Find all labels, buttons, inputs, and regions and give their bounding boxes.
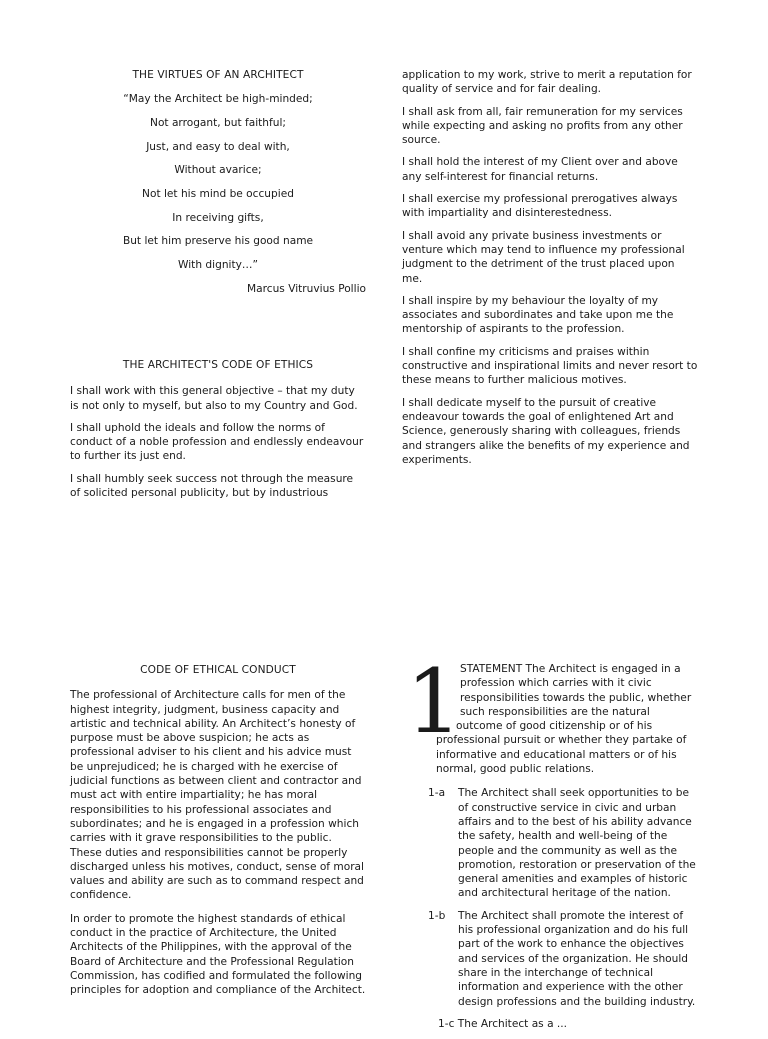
item-number: 1-a <box>428 787 446 800</box>
ethics-paragraph: I shall uphold the ideals and follow the norms of conduct of a noble profession and endlessly endeavour to further its just end. <box>70 421 364 463</box>
code-of-ethics-continued <box>402 68 698 475</box>
ethics-paragraph: I shall work with this general objective – that my duty is not only to myself, but also to my Country and God. <box>70 385 358 412</box>
ethical-conduct-section <box>70 663 366 1006</box>
statement-line: professional pursuit or whether they partake of <box>436 734 687 747</box>
ethics-paragraph: I shall dedicate myself to the pursuit of creative endeavour towards the goal of enlightened Art and Science, generously sharing with colleagues, friends and strangers alike the benefits of my experience and experiments. <box>402 396 690 466</box>
code-of-ethics-title: THE ARCHITECT'S CODE OF ETHICS <box>122 359 314 371</box>
statement-line: profession which carries with it civic <box>460 677 652 690</box>
statement-line: outcome of good citizenship or of his <box>456 720 653 733</box>
virtues-section <box>70 68 366 296</box>
item-text: The Architect shall promote the interest of his professional organization and do his full part of the work to enhance the objectives and services of the organization. He should share in the interchange of technical information and experience with the other design professions and the building industry. <box>458 909 696 1008</box>
ethics-paragraph: application to my work, strive to merit a reputation for quality of service and for fair dealing. <box>402 69 692 96</box>
statement-line: responsibilities towards the public, whether <box>460 691 692 704</box>
poem-line: In receiving gifts, <box>172 211 264 224</box>
code-of-ethics-section <box>70 358 366 508</box>
statement-item <box>428 909 696 1009</box>
statement-line: informative and educational matters or of his <box>436 748 677 761</box>
poem-line: With dignity…” <box>178 259 258 272</box>
ethics-paragraph: I shall ask from all, fair remuneration for my services while expecting and asking no profits from any other source. <box>402 105 683 147</box>
virtues-title: THE VIRTUES OF AN ARCHITECT <box>132 69 304 81</box>
ethics-paragraph: I shall exercise my professional prerogatives always with impartiality and disinterestedness. <box>402 193 678 220</box>
poem-line: Without avarice; <box>174 164 262 177</box>
drop-cap: 1 <box>406 650 462 753</box>
poem-line: Just, and easy to deal with, <box>146 140 290 153</box>
conduct-paragraph: In order to promote the highest standards of ethical conduct in the practice of Architecture, the United Architects of the Philippines, with the approval of the Board of Architecture and the Professional Regulation Commission, has codified and formulated the following principles for adoption and compliance of the Architect. <box>70 912 366 997</box>
statement-line: such responsibilities are the natural <box>460 705 650 718</box>
poem-line: Not arrogant, but faithful; <box>150 116 286 129</box>
poem-line: Not let his mind be occupied <box>142 188 294 201</box>
poem-line: “May the Architect be high-minded; <box>123 93 313 106</box>
cutoff-text: 1-c The Architect as a ... <box>438 1017 568 1030</box>
ethics-paragraph: I shall humbly seek success not through the measure of solicited personal publicity, but by industrious <box>70 472 354 500</box>
item-number: 1-b <box>428 909 446 922</box>
virtues-poem <box>70 92 366 272</box>
statement-line: STATEMENT The Architect is engaged in a <box>460 663 681 675</box>
poem-line: But let him preserve his good name <box>122 235 314 248</box>
statement-items <box>402 786 696 1031</box>
statement-section <box>402 650 702 1039</box>
virtues-attribution: Marcus Vitruvius Pollio <box>247 282 366 295</box>
ethics-paragraph: I shall hold the interest of my Client over and above any self-interest for financial returns. <box>402 156 678 183</box>
ethics-paragraph: I shall confine my criticisms and praises within constructive and inspirational limits and never resort to these means to further malicious motives. <box>402 345 698 387</box>
ethical-conduct-title: CODE OF ETHICAL CONDUCT <box>140 664 296 676</box>
statement-line: normal, good public relations. <box>436 763 595 776</box>
item-text: The Architect shall seek opportunities to be of constructive service in civic and urban affairs and to the best of his ability advance the safety, health and well-being of the people and the community as well as the promotion, restoration or preservation of the general amenities and examples of historic and architectural heritage of the nation. <box>458 787 696 900</box>
conduct-paragraph: The professional of Architecture calls for men of the highest integrity, judgment, business capacity and artistic and technical ability. An Architect’s honesty of purpose must be above suspicion; he acts as professional adviser to his client and his advice must be unprejudiced; he is charged with he exercise of judicial functions as between client and contractor and must act with entire impartiality; he has moral responsibilities to his professional associates and subordinates; and he is engaged in a profession which carries with it grave responsibilities to the public. These duties and responsibilities cannot be properly discharged unless his motives, conduct, sense of moral values and ability are such as to command respect and confidence. <box>70 689 364 902</box>
statement-item <box>428 786 696 900</box>
ethics-paragraph: I shall inspire by my behaviour the loyalty of my associates and subordinates and take upon me the mentorship of aspirants to the profession. <box>402 294 674 336</box>
ethics-paragraph: I shall avoid any private business investments or venture which may tend to influence my professional judgment to the detriment of the trust placed upon me. <box>402 229 685 285</box>
